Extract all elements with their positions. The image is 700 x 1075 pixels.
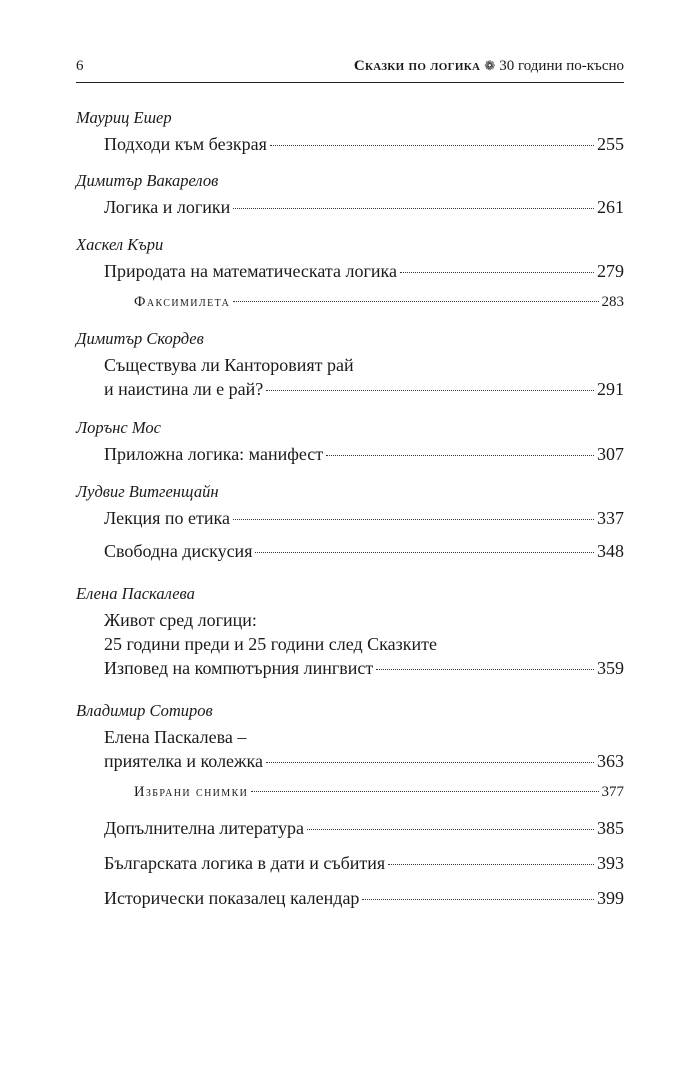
toc-line[interactable] bbox=[104, 888, 624, 909]
toc-title: приятелка и колежка bbox=[104, 751, 263, 771]
toc-title: Българската логика в дати и събития bbox=[104, 853, 386, 873]
toc-author: Лудвиг Витгенщайн bbox=[76, 482, 219, 501]
toc-title: Подходи към безкрая bbox=[104, 134, 267, 154]
leader-dots bbox=[400, 272, 594, 273]
toc-line[interactable] bbox=[104, 541, 624, 562]
toc-title-line: 25 години преди и 25 години след Сказките bbox=[104, 634, 437, 654]
running-title bbox=[354, 58, 624, 75]
toc-page: 283 bbox=[601, 294, 624, 310]
leader-dots bbox=[266, 390, 594, 391]
toc-title: Исторически показалец календар bbox=[104, 888, 360, 908]
toc-line[interactable] bbox=[104, 658, 624, 679]
leader-dots bbox=[376, 669, 594, 670]
toc-entry bbox=[76, 584, 624, 679]
toc-subline[interactable] bbox=[134, 784, 624, 801]
toc-subtitle: Факсимилета bbox=[134, 294, 231, 310]
running-header bbox=[76, 56, 624, 83]
toc-page: 363 bbox=[597, 751, 624, 771]
toc-entry bbox=[76, 482, 624, 562]
leader-dots bbox=[362, 899, 594, 900]
leader-dots bbox=[255, 552, 594, 553]
leader-dots bbox=[270, 145, 594, 146]
toc-author: Мауриц Ешер bbox=[76, 108, 172, 127]
toc-page: 337 bbox=[597, 508, 624, 528]
toc-author: Димитър Вакарелов bbox=[76, 171, 219, 190]
toc-line[interactable] bbox=[104, 818, 624, 839]
toc-page: 393 bbox=[597, 853, 624, 873]
toc-author: Хаскел Къри bbox=[76, 235, 164, 254]
toc-title: Допълнителна литература bbox=[104, 818, 305, 838]
toc-title-line: Съществува ли Канторовият рай bbox=[104, 355, 354, 375]
toc-subline[interactable] bbox=[134, 294, 624, 311]
toc-line[interactable] bbox=[104, 853, 624, 874]
leader-dots bbox=[307, 829, 594, 830]
toc-title-line: Елена Паскалева – bbox=[104, 727, 247, 747]
toc-page: 307 bbox=[597, 444, 624, 464]
leader-dots bbox=[388, 864, 594, 865]
toc-line[interactable] bbox=[104, 134, 624, 155]
toc-page: 385 bbox=[597, 818, 624, 838]
page-number: 6 bbox=[76, 58, 84, 74]
flower-ornament-icon: ❁ bbox=[484, 58, 496, 73]
toc-title: Приложна логика: манифест bbox=[104, 444, 324, 464]
toc-page: 348 bbox=[597, 541, 624, 561]
toc-page: 255 bbox=[597, 134, 624, 154]
toc-page: 279 bbox=[597, 261, 624, 281]
toc-author: Лорънс Мос bbox=[76, 418, 161, 437]
toc-appendix bbox=[76, 818, 624, 909]
leader-dots bbox=[266, 762, 594, 763]
toc-title: Природата на математическата логика bbox=[104, 261, 397, 281]
book-subtitle: 30 години по-късно bbox=[499, 58, 624, 74]
toc-title: Логика и логики bbox=[104, 197, 231, 217]
toc-subtitle: Избрани снимки bbox=[134, 784, 249, 800]
toc-title: Изповед на компютърния лингвист bbox=[104, 658, 374, 678]
toc-entry bbox=[76, 418, 624, 465]
toc-page: 377 bbox=[601, 784, 624, 800]
toc-line[interactable] bbox=[104, 379, 624, 400]
toc-page: 261 bbox=[597, 197, 624, 217]
toc-line[interactable] bbox=[104, 508, 624, 529]
toc-line[interactable] bbox=[104, 197, 624, 218]
toc-entry bbox=[76, 108, 624, 155]
toc-author: Владимир Сотиров bbox=[76, 701, 213, 720]
toc-page: 291 bbox=[597, 379, 624, 399]
toc-entry bbox=[76, 235, 624, 311]
toc-line[interactable] bbox=[104, 751, 624, 772]
toc-line[interactable] bbox=[104, 444, 624, 465]
leader-dots bbox=[233, 301, 598, 302]
toc-page: 359 bbox=[597, 658, 624, 678]
toc-line[interactable] bbox=[104, 261, 624, 282]
leader-dots bbox=[233, 519, 594, 520]
toc-page: 399 bbox=[597, 888, 624, 908]
toc-author: Елена Паскалева bbox=[76, 584, 195, 603]
toc-entry bbox=[76, 329, 624, 400]
toc-title: Свободна дискусия bbox=[104, 541, 253, 561]
toc-title-line: Живот сред логици: bbox=[104, 610, 257, 630]
toc-title: и наистина ли е рай? bbox=[104, 379, 264, 399]
leader-dots bbox=[326, 455, 594, 456]
book-title: Сказки по логика bbox=[353, 58, 481, 74]
toc-entry bbox=[76, 701, 624, 801]
toc-entry bbox=[76, 171, 624, 218]
leader-dots bbox=[251, 791, 598, 792]
toc-title: Лекция по етика bbox=[104, 508, 230, 528]
leader-dots bbox=[233, 208, 594, 209]
toc-author: Димитър Скордев bbox=[76, 329, 204, 348]
